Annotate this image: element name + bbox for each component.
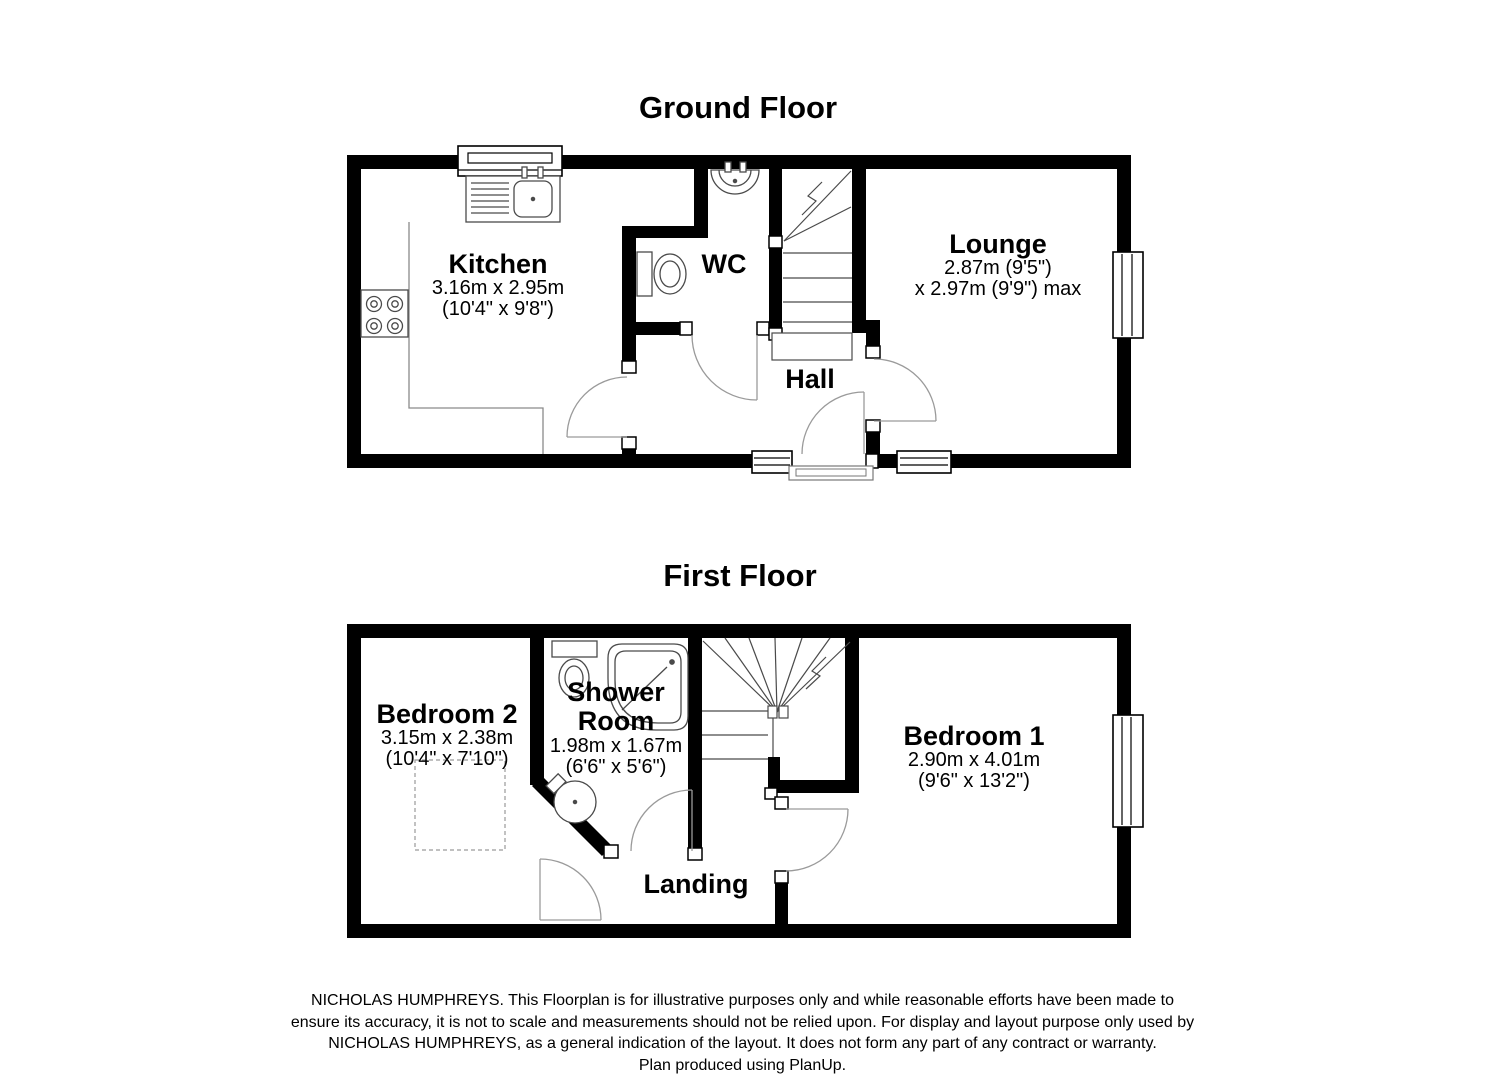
window-icon bbox=[1113, 252, 1143, 338]
bedroom1-label bbox=[903, 722, 1044, 792]
room-dim-metric: 3.15m x 2.38m bbox=[380, 727, 514, 749]
window-icon bbox=[458, 146, 562, 176]
disclaimer-line: NICHOLAS HUMPHREYS, as a general indication of the layout. It does not form any part of any contract or warranty. bbox=[328, 1035, 1157, 1052]
room-dim-imperial: (10'4" x 7'10") bbox=[385, 748, 509, 770]
room-name: WC bbox=[701, 249, 747, 279]
hob-icon bbox=[361, 290, 408, 337]
bedroom2-door-swing bbox=[540, 859, 601, 920]
disclaimer-line: NICHOLAS HUMPHREYS. This Floorplan is for illustrative purposes only and while reasonable efforts have been made to bbox=[311, 992, 1174, 1009]
room-name: Bedroom 1 bbox=[903, 721, 1045, 751]
disclaimer-line: ensure its accuracy, it is not to scale and measurements should not be relied upon. For display and layout purpose only used by bbox=[290, 1013, 1195, 1031]
bedroom2-label bbox=[376, 700, 517, 770]
ff-staircase-icon bbox=[702, 638, 850, 759]
lounge-door-swing bbox=[874, 359, 936, 421]
kitchen-door-swing bbox=[567, 377, 627, 437]
room-name: Landing bbox=[643, 869, 749, 899]
hall-label bbox=[785, 365, 835, 393]
landing-label bbox=[644, 870, 749, 898]
room-name: Shower Room bbox=[567, 677, 665, 736]
room-dim-imperial: x 2.97m (9'9") max bbox=[914, 278, 1082, 300]
room-name: Hall bbox=[785, 364, 835, 394]
room-dim-imperial: (6'6" x 5'6") bbox=[565, 756, 667, 778]
room-name: Lounge bbox=[949, 229, 1047, 259]
kitchen-label bbox=[432, 250, 564, 320]
ground-floor-title: Ground Floor bbox=[638, 90, 838, 125]
bed-outline bbox=[415, 760, 505, 850]
window-icon bbox=[897, 451, 951, 473]
disclaimer-line: Plan produced using PlanUp. bbox=[638, 1056, 847, 1074]
disclaimer-text bbox=[0, 990, 1485, 1076]
toilet-icon bbox=[637, 252, 686, 296]
gf-staircase-icon bbox=[772, 171, 852, 360]
bedroom1-door-swing bbox=[786, 809, 848, 871]
wc-label bbox=[702, 250, 747, 278]
room-dim-imperial: (9'6" x 13'2") bbox=[918, 770, 1030, 792]
room-dim-metric: 1.98m x 1.67m bbox=[549, 735, 683, 757]
window-icon bbox=[1113, 715, 1143, 827]
front-door-swing bbox=[802, 392, 864, 454]
first-floor-title: First Floor bbox=[663, 558, 817, 593]
room-name: Kitchen bbox=[448, 249, 548, 279]
room-name: Bedroom 2 bbox=[376, 699, 518, 729]
front-door-step bbox=[789, 466, 873, 480]
room-dim-metric: 3.16m x 2.95m bbox=[431, 277, 565, 299]
room-dim-metric: 2.87m (9'5") bbox=[944, 257, 1052, 279]
wc-door-swing bbox=[692, 335, 757, 400]
shower-room-label bbox=[526, 678, 706, 778]
shower-door-swing bbox=[631, 790, 692, 851]
lounge-label bbox=[915, 230, 1082, 300]
room-dim-metric: 2.90m x 4.01m bbox=[907, 749, 1041, 771]
room-dim-imperial: (10'4" x 9'8") bbox=[442, 298, 554, 320]
window-icon bbox=[752, 451, 792, 473]
